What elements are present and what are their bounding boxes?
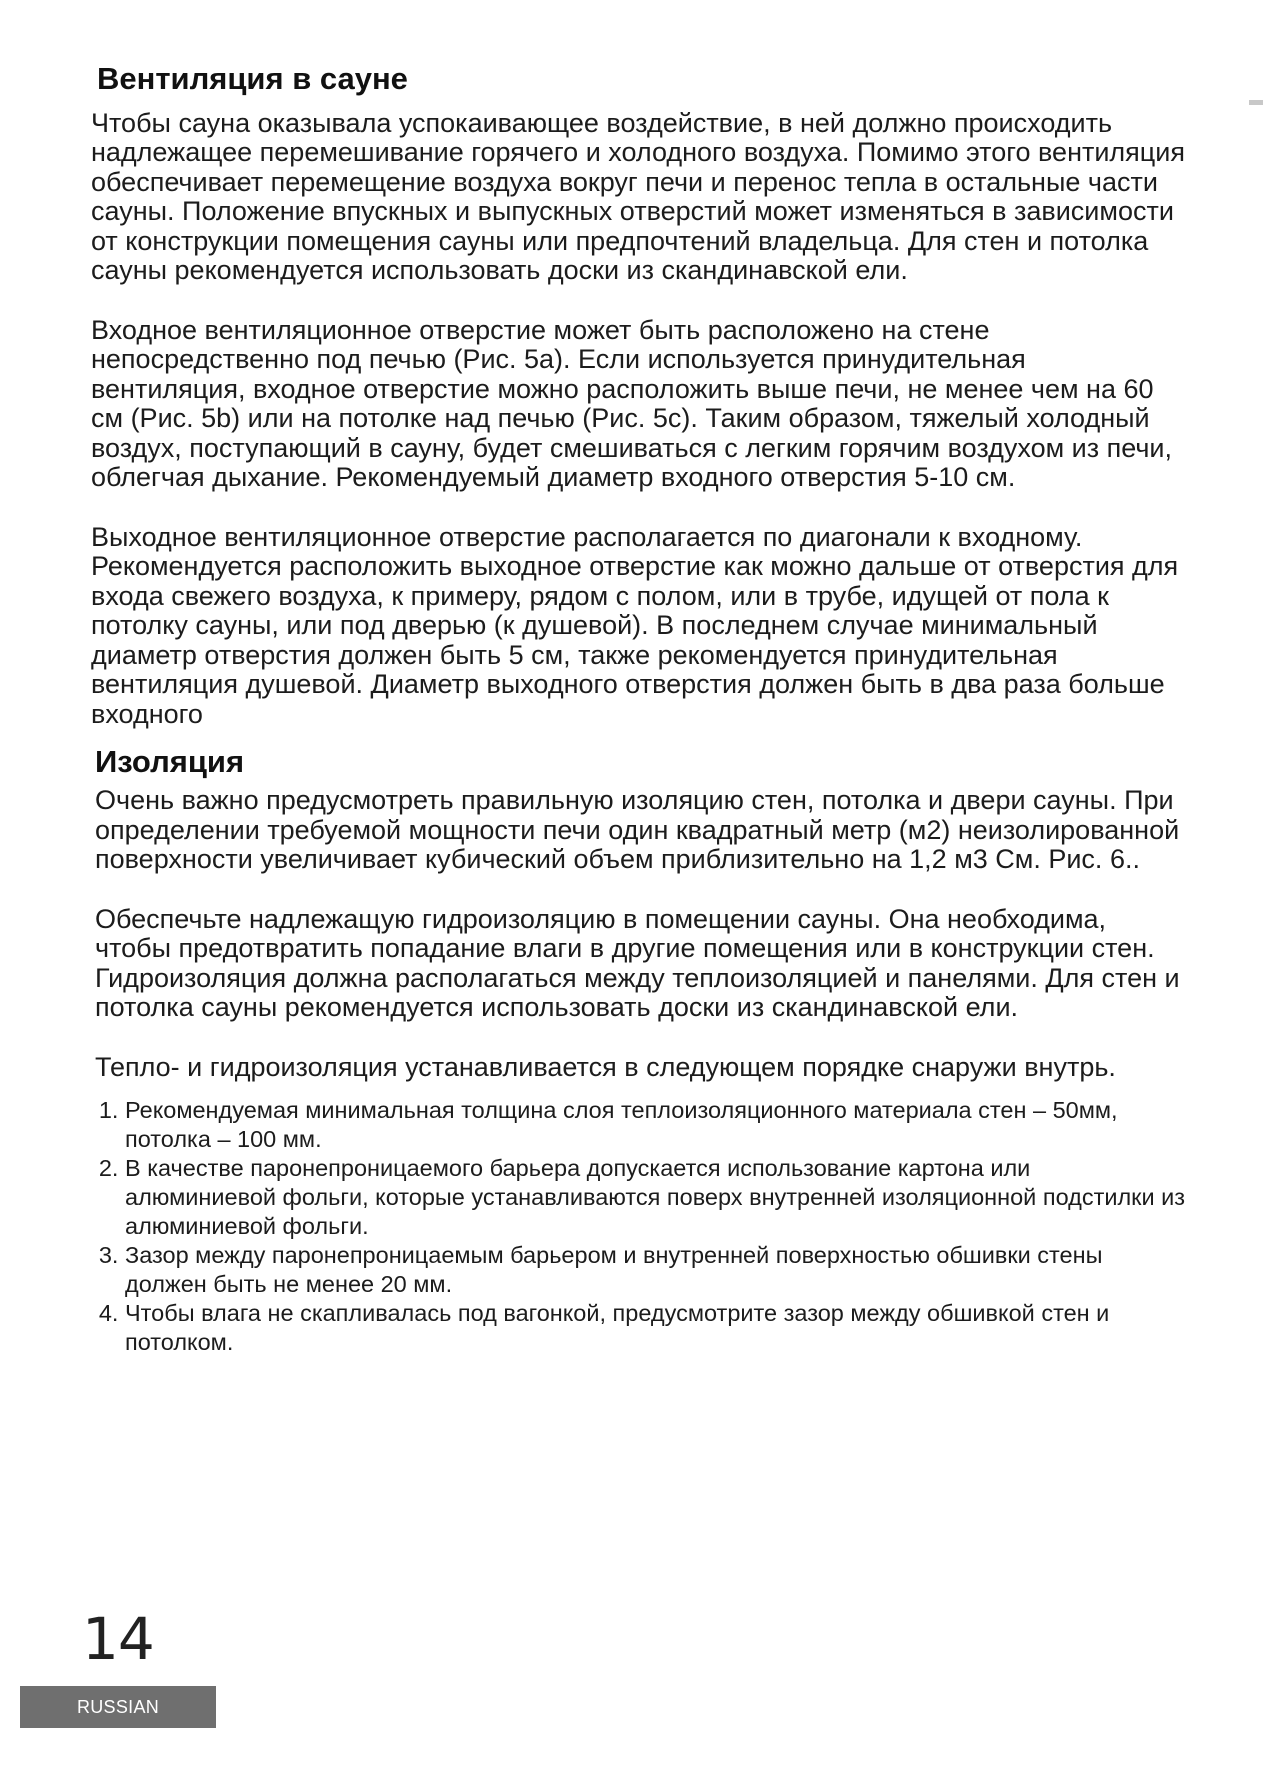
insulation-heading: Изоляция xyxy=(95,744,245,780)
ventilation-paragraph-3: Выходное вентиляционное отверстие располагается по диагонали к входному. Рекомендуется расположить выходное отверстие как можно дальше от отверстия для входа свежего воздуха, к примеру, рядом с полом, или в трубе, идущей от пола к потолку сауны, или под дверью (к душевой). В последнем случае минимальный диаметр отверстия должен быть 5 см, также рекомендуется принудительная вентиляция душевой. Диаметр выходного отверстия должен быть в два раза больше входного xyxy=(91,521,1179,729)
insulation-step: 3. Зазор между паронепроницаемым барьером и внутренней поверхностью обшивки стены должен быть не менее 20 мм. xyxy=(125,1241,1186,1299)
ventilation-section xyxy=(91,60,1186,729)
language-badge: RUSSIAN xyxy=(20,1686,216,1728)
insulation-paragraph-2: Обеспечьте надлежащую гидроизоляцию в помещении сауны. Она необходима, чтобы предотвратить попадание влаги в другие помещения или в конструкции стен. Гидроизоляция должна располагаться между теплоизоляцией и панелями. Для стен и потолка сауны рекомендуется использовать доски из скандинавской ели. xyxy=(95,903,1180,1022)
insulation-paragraph-1: Очень важно предусмотреть правильную изоляцию стен, потолка и двери сауны. При определении требуемой мощности печи один квадратный метр (м2) неизолированной поверхности увеличивает кубический объем приблизительно на 1,2 м3 См. Рис. 6.. xyxy=(95,785,1180,874)
ventilation-heading: Вентиляция в сауне xyxy=(97,61,408,96)
edge-tab-mark xyxy=(1249,100,1263,105)
page-content xyxy=(91,60,1186,1357)
insulation-section xyxy=(91,743,1186,1357)
page-number: 14 xyxy=(82,1605,154,1673)
insulation-paragraph-3: Тепло- и гидроизоляция устанавливается в следующем порядке снаружи внутрь. xyxy=(95,1051,1116,1082)
ventilation-paragraph-1: Чтобы сауна оказывала успокаивающее воздействие, в ней должно происходить надлежащее перемешивание горячего и холодного воздуха. Помимо этого вентиляция обеспечивает перемещение воздуха вокруг печи и перенос тепла в остальные части сауны. Положение впускных и выпускных отверстий может изменяться в зависимости от конструкции помещения сауны или предпочтений владельца. Для стен и потолка сауны рекомендуется использовать доски из скандинавской ели. xyxy=(91,107,1185,286)
ventilation-paragraph-2: Входное вентиляционное отверстие может быть расположено на стене непосредственно под печью (Рис. 5a). Если используется принудительная вентиляция, входное отверстие можно расположить выше печи, не менее чем на 60 см (Рис. 5b) или на потолке над печью (Рис. 5c). Таким образом, тяжелый холодный воздух, поступающий в сауну, будет смешиваться с легким горячим воздухом из печи, облегчая дыхание. Рекомендуемый диаметр входного отверстия 5-10 см. xyxy=(91,314,1173,493)
insulation-step: 2. В качестве паронепроницаемого барьера допускается использование картона или алюминиевой фольги, которые устанавливаются поверх внутренней изоляционной подстилки из алюминиевой фольги. xyxy=(125,1154,1186,1241)
insulation-step: 1. Рекомендуемая минимальная толщина слоя теплоизоляционного материала стен – 50мм, потолка – 100 мм. xyxy=(125,1096,1186,1154)
insulation-step: 4. Чтобы влага не скапливалась под вагонкой, предусмотрите зазор между обшивкой стен и потолком. xyxy=(125,1299,1186,1357)
insulation-steps-list xyxy=(91,1096,1186,1357)
